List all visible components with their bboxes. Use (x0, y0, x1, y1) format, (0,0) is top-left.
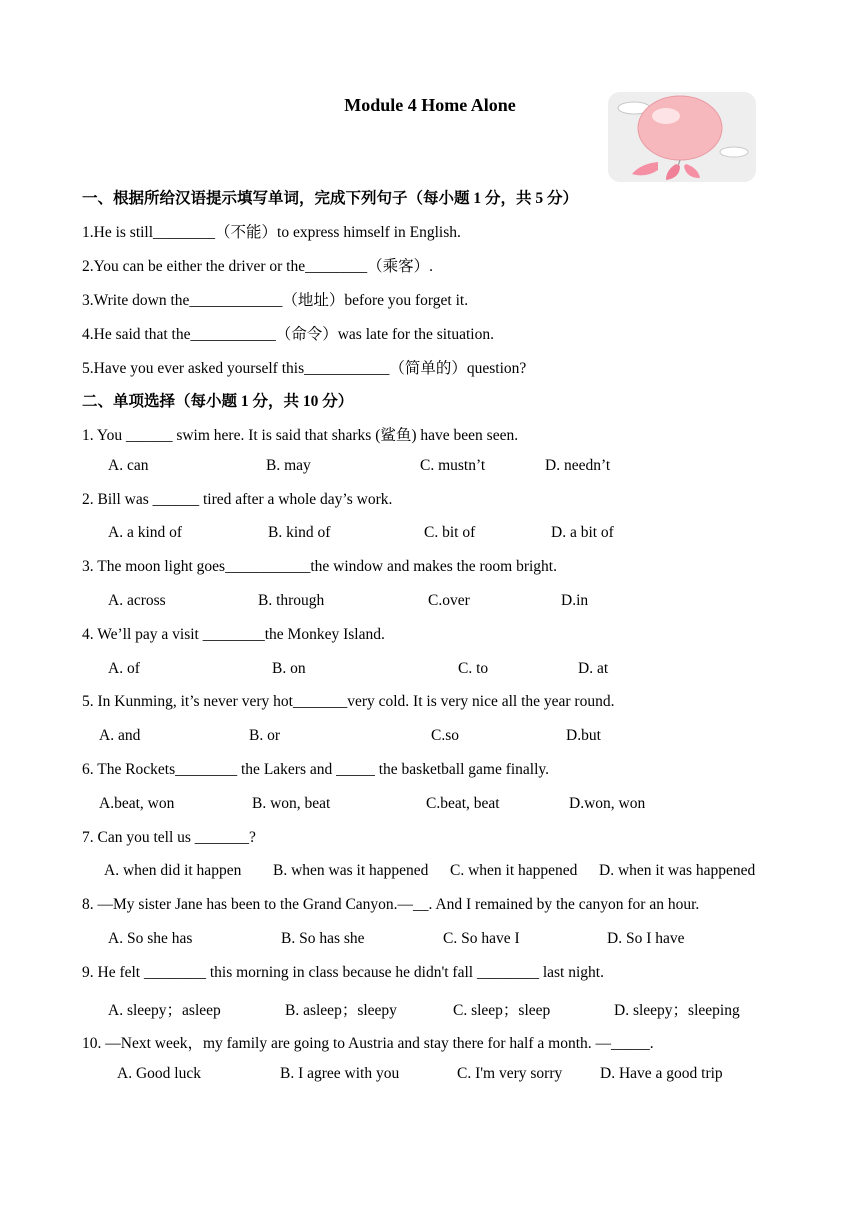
question-stem: 6. The Rockets________ the Lakers and _____ the basketball game finally. (82, 761, 550, 778)
option-b: B. on (272, 660, 306, 677)
option-a: A. of (108, 660, 140, 677)
option-d: D.in (561, 592, 589, 609)
option-a: A. when did it happen (104, 862, 242, 879)
section2-heading: 二、单项选择（每小题 1 分，共 10 分） (82, 393, 354, 410)
option-b: B. I agree with you (280, 1065, 400, 1082)
option-a: A. a kind of (108, 524, 183, 541)
option-a: A. Good luck (117, 1065, 201, 1082)
fill-in-item: 1.He is still________（不能）to express himself in English. (82, 224, 461, 241)
option-c: C.so (431, 727, 459, 744)
option-b: B. when was it happened (273, 862, 429, 879)
option-b: B. may (266, 457, 311, 474)
option-c: C.beat, beat (426, 795, 500, 812)
question-stem: 4. We’ll pay a visit ________the Monkey Island. (82, 626, 385, 643)
option-d: D. So I have (607, 930, 685, 947)
balloon-flower-icon (606, 90, 758, 184)
option-a: A. sleepy；asleep (108, 1002, 221, 1019)
option-a: A. and (99, 727, 141, 744)
option-d: D. at (578, 660, 609, 677)
fill-in-item: 4.He said that the___________（命令）was late for the situation. (82, 326, 494, 343)
option-c: C. I'm very sorry (457, 1065, 563, 1082)
option-b: B. through (258, 592, 325, 609)
option-a: A. across (108, 592, 166, 609)
option-d: D. a bit of (551, 524, 614, 541)
option-d: D.won, won (569, 795, 646, 812)
option-d: D. Have a good trip (600, 1065, 723, 1082)
option-c: C. bit of (424, 524, 476, 541)
option-c: C. sleep；sleep (453, 1002, 551, 1019)
option-c: C. to (458, 660, 489, 677)
option-a: A.beat, won (99, 795, 175, 812)
option-d: D.but (566, 727, 601, 744)
option-d: D. when it was happened (599, 862, 756, 879)
question-stem: 9. He felt ________ this morning in class because he didn't fall ________ last night. (82, 964, 604, 981)
option-c: C. when it happened (450, 862, 578, 879)
option-c: C.over (428, 592, 470, 609)
option-b: B. kind of (268, 524, 331, 541)
option-d: D. sleepy；sleeping (614, 1002, 740, 1019)
option-d: D. needn’t (545, 457, 611, 474)
option-b: B. So has she (281, 930, 365, 947)
question-stem: 7. Can you tell us _______? (82, 829, 256, 846)
question-stem: 10. —Next week，my family are going to Austria and stay there for half a month. —_____. (82, 1035, 654, 1052)
page-title: Module 4 Home Alone (344, 95, 516, 115)
question-stem: 2. Bill was ______ tired after a whole day’s work. (82, 491, 393, 508)
option-b: B. won, beat (252, 795, 331, 812)
fill-in-item: 2.You can be either the driver or the________（乘客）. (82, 258, 433, 275)
option-c: C. So have I (443, 930, 520, 947)
option-c: C. mustn’t (420, 457, 486, 474)
option-b: B. or (249, 727, 280, 744)
question-stem: 5. In Kunming, it’s never very hot_______very cold. It is very nice all the year round. (82, 693, 615, 710)
option-b: B. asleep；sleepy (285, 1002, 397, 1019)
question-stem: 8. —My sister Jane has been to the Grand Canyon.—__. And I remained by the canyon for an hour. (82, 896, 700, 913)
question-stem: 1. You ______ swim here. It is said that sharks (鲨鱼) have been seen. (82, 427, 519, 444)
fill-in-item: 3.Write down the____________（地址）before you forget it. (82, 292, 469, 309)
fill-in-item: 5.Have you ever asked yourself this___________（简单的）question? (82, 360, 527, 377)
question-stem: 3. The moon light goes___________the window and makes the room bright. (82, 558, 557, 575)
option-a: A. can (108, 457, 149, 474)
section1-heading: 一、根据所给汉语提示填写单词，完成下列句子（每小题 1 分，共 5 分） (82, 190, 579, 207)
option-a: A. So she has (108, 930, 193, 947)
